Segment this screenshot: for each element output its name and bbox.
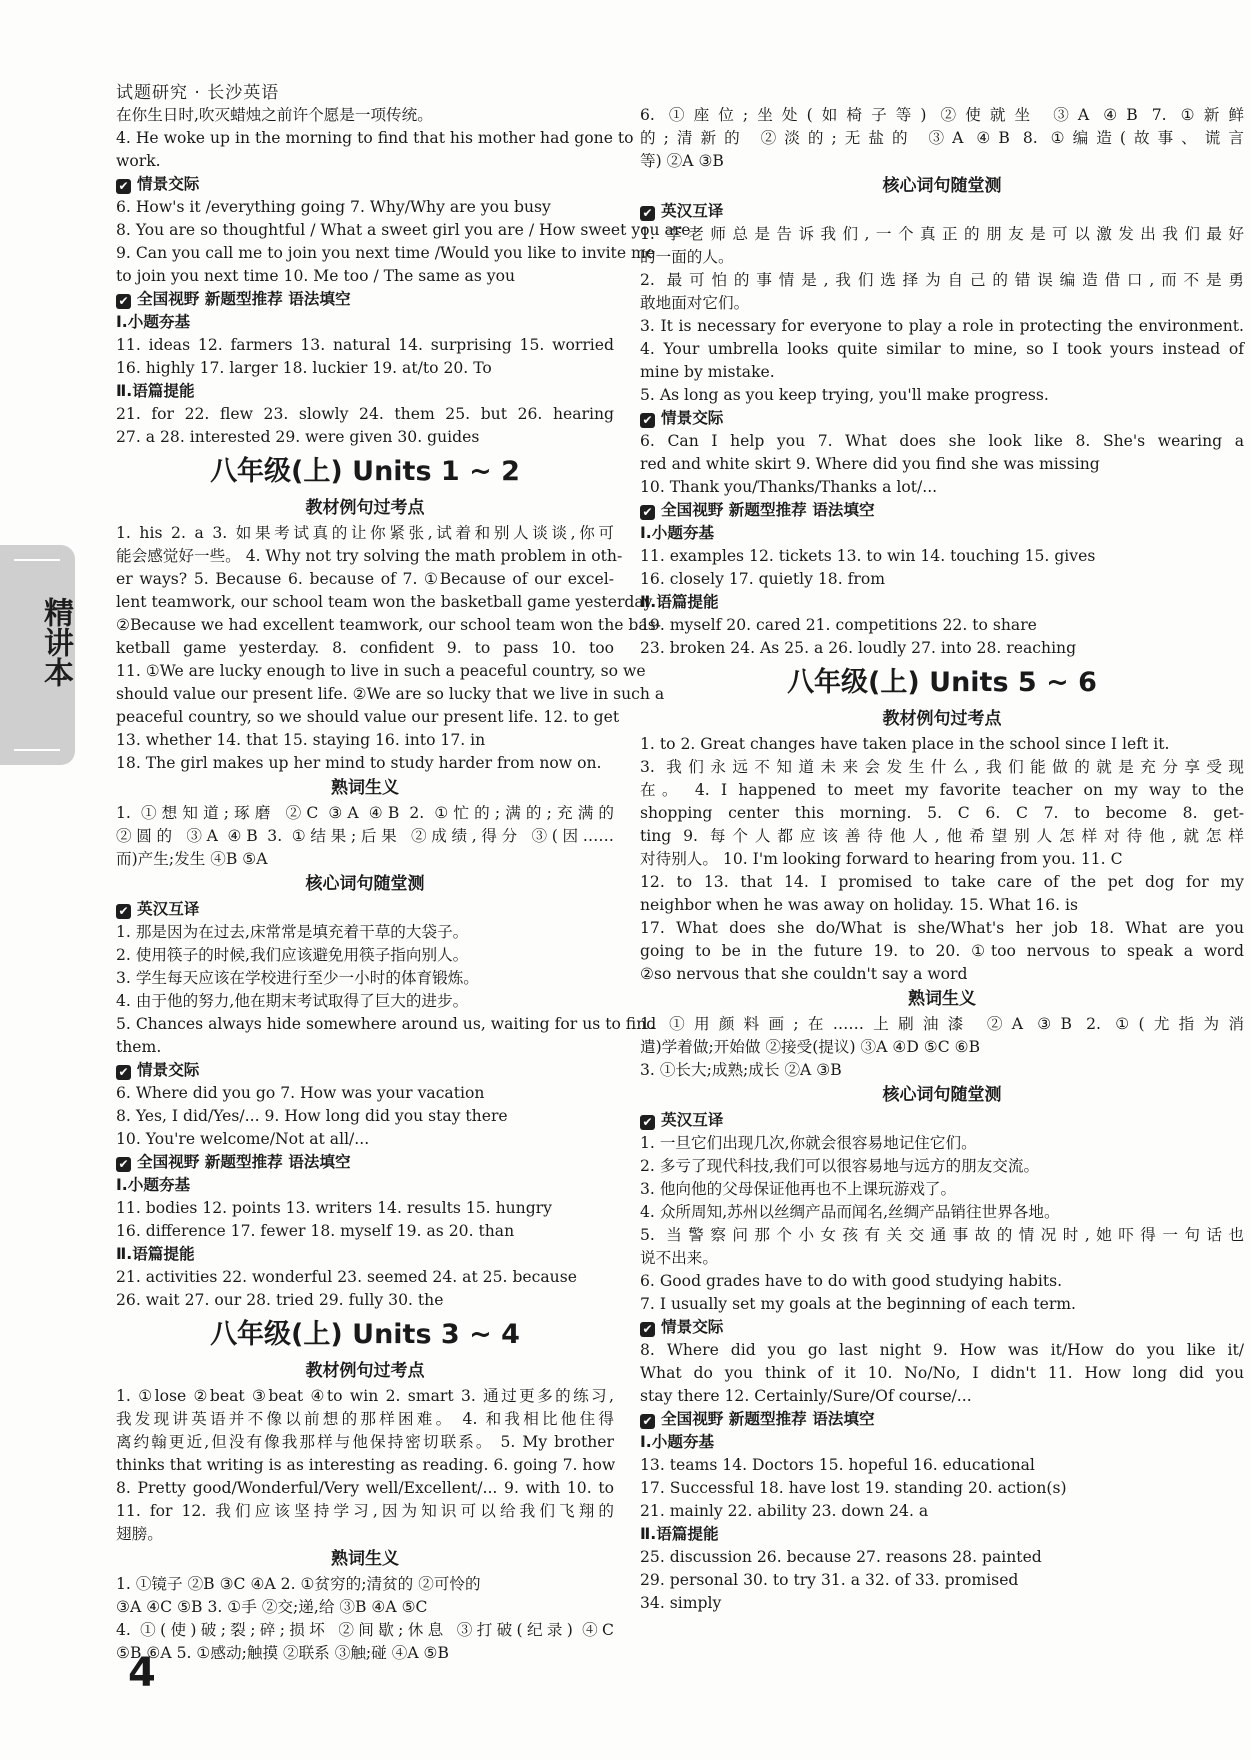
answer-line: 8. Yes, I did/Yes/... 9. How long did you stay there [116, 1107, 508, 1125]
tag-label: 全国视野 新题型推荐 语法填空 [137, 290, 351, 308]
subsection-heading: Ⅱ.语篇提能 [640, 593, 719, 611]
answer-line: 16. closely 17. quietly 18. from [640, 570, 886, 588]
answer-line: 16. highly 17. larger 18. luckier 19. at/to 20. To [116, 359, 492, 377]
tag-label: 情景交际 [137, 175, 200, 193]
subsection-heading: Ⅰ.小题夯基 [640, 524, 715, 542]
answer-line: ②so nervous that she couldn't say a word [640, 965, 968, 983]
answer-line: 在。 4. I happened to meet my favorite teacher on my way to the [640, 781, 1244, 799]
answer-line: 2. 多亏了现代科技,我们可以很容易地与远方的朋友交流。 [640, 1157, 1040, 1175]
answer-line: 1. to 2. Great changes have taken place in the school since I left it. [640, 735, 1170, 753]
check-icon: ✔ [640, 505, 655, 520]
answer-line: ③A ④C ⑤B 3. ①手 ②交;递,给 ③B ④A ⑤C [116, 1598, 428, 1616]
answer-line: 1. ①镜子 ②B ③C ④A 2. ①贫穷的;清贫的 ②可怜的 [116, 1575, 481, 1593]
section-heading: 核心词句随堂测 [882, 176, 1002, 196]
tag-heading [116, 898, 614, 921]
answer-line: 1. ①lose ②beat ③beat ④to win 2. smart 3. 通过更多的练习, [116, 1387, 614, 1405]
answer-line: 2. 最可怕的事情是,我们选择为自己的错误编造借口,而不是勇 [640, 271, 1244, 289]
answer-line: 1. 一旦它们出现几次,你就会很容易地记住它们。 [640, 1134, 977, 1152]
answer-line: 4. ①(使)破;裂;碎;损坏 ②间歇;休息 ③打破(纪录) ④C [116, 1621, 614, 1639]
check-icon: ✔ [116, 294, 131, 309]
answer-line: 说不出来。 [640, 1249, 718, 1267]
answer-line: 27. a 28. interested 29. were given 30. guides [116, 428, 480, 446]
subsection-heading: Ⅱ.语篇提能 [640, 1525, 719, 1543]
answer-line: 25. discussion 26. because 27. reasons 28. painted [640, 1548, 1042, 1566]
answer-line: 5. Chances always hide somewhere around us, waiting for us to find [116, 1015, 657, 1033]
answer-line: 敢地面对它们。 [640, 294, 750, 312]
subsection-heading: Ⅱ.语篇提能 [116, 1245, 195, 1263]
tag-heading [640, 1109, 1244, 1132]
check-icon: ✔ [640, 413, 655, 428]
answer-line: going to be in the future 19. to 20. ①too nervous to speak a word [640, 942, 1244, 960]
answer-line: 12. to 13. that 14. I promised to take care of the pet dog for my [640, 873, 1244, 891]
bracket-top-decoration [14, 559, 60, 575]
tag-label: 情景交际 [661, 409, 724, 427]
answer-line: 11. bodies 12. points 13. writers 14. results 15. hungry [116, 1199, 552, 1217]
answer-line: 3. 学生每天应该在学校进行至少一小时的体育锻炼。 [116, 969, 479, 987]
tag-heading [116, 173, 614, 196]
answer-line: 6. How's it /everything going 7. Why/Why are you busy [116, 198, 551, 216]
answer-line: 13. teams 14. Doctors 15. hopeful 16. educational [640, 1456, 1035, 1474]
answer-line: 21. for 22. flew 23. slowly 24. them 25. but 26. hearing [116, 405, 614, 423]
answer-line: 1. ①想知道;琢磨 ②C ③A ④B 2. ①忙的;满的;充满的 [116, 804, 614, 822]
tag-label: 全国视野 新题型推荐 语法填空 [137, 1153, 351, 1171]
check-icon: ✔ [116, 904, 131, 919]
answer-line: 21. activities 22. wonderful 23. seemed 24. at 25. because [116, 1268, 577, 1286]
answer-line: 17. What does she do/What is she/What's her job 18. What are you [640, 919, 1244, 937]
check-icon: ✔ [116, 179, 131, 194]
answer-line: What do you think of it 10. No/No, I didn't 11. How long did you [640, 1364, 1244, 1382]
answer-line: 1. 那是因为在过去,床常常是填充着干草的大袋子。 [116, 923, 469, 941]
subsection-heading: Ⅰ.小题夯基 [116, 1176, 191, 1194]
answer-line: peaceful country, so we should value our present life. 12. to get [116, 708, 620, 726]
answer-line: to join you next time 10. Me too / The same as you [116, 267, 516, 285]
answer-line: er ways? 5. Because 6. because of 7. ①Because of our excel- [116, 570, 614, 588]
section-heading: 教材例句过考点 [305, 498, 425, 518]
answer-line: 11. examples 12. tickets 13. to win 14. touching 15. gives [640, 547, 1096, 565]
answer-line: 3. 他向他的父母保证他再也不上课玩游戏了。 [640, 1180, 957, 1198]
answer-line: 8. Where did you go last night 9. How was it/How do you like it/ [640, 1341, 1244, 1359]
answer-line: 11. ①We are lucky enough to live in such a peaceful country, so we [116, 662, 646, 680]
answer-line: 对待别人。 10. I'm looking forward to hearing from you. 11. C [640, 850, 1123, 868]
answer-line: 遣)学着做;开始做 ②接受(提议) ③A ④D ⑤C ⑥B [640, 1038, 981, 1056]
answer-line: 4. He woke up in the morning to find that his mother had gone to [116, 129, 634, 147]
unit-title: 八年级(上) Units 5 ~ 6 [787, 667, 1097, 698]
answer-line: stay there 12. Certainly/Sure/Of course/... [640, 1387, 972, 1405]
answer-line: 6. Can I help you 7. What does she look like 8. She's wearing a [640, 432, 1244, 450]
answer-line: 等) ②A ③B [640, 152, 724, 170]
answer-line: shopping center this morning. 5. C 6. C 7. to become 8. get- [640, 804, 1244, 822]
side-tab [0, 545, 75, 765]
answer-line: 10. Thank you/Thanks/Thanks a lot/... [640, 478, 938, 496]
answer-line: 6. Where did you go 7. How was your vacation [116, 1084, 485, 1102]
answer-line: 8. You are so thoughtful / What a sweet girl you are / How sweet you are [116, 221, 691, 239]
tag-heading [116, 288, 614, 311]
answer-line: 18. The girl makes up her mind to study harder from now on. [116, 754, 602, 772]
answer-line: 8. Pretty good/Wonderful/Very well/Excellent/... 9. with 10. to [116, 1479, 614, 1497]
check-icon: ✔ [640, 206, 655, 221]
tag-heading [640, 407, 1244, 430]
section-heading: 核心词句随堂测 [882, 1085, 1002, 1105]
answer-line: ting 9. 每个人都应该善待他人,他希望别人怎样对待他,就怎样 [640, 827, 1244, 845]
answer-line: should value our present life. ②We are so lucky that we live in such a [116, 685, 665, 703]
answer-line: 翅膀。 [116, 1525, 163, 1543]
answer-line: 的一面的人。 [640, 248, 734, 266]
answer-line: 4. Your umbrella looks quite similar to mine, so I took yours instead of [640, 340, 1244, 358]
answer-line: 能会感觉好一些。 4. Why not try solving the math problem in oth- [116, 547, 623, 565]
tag-label: 全国视野 新题型推荐 语法填空 [661, 501, 875, 519]
answer-line: 在你生日时,吹灭蜡烛之前许个愿是一项传统。 [116, 106, 433, 124]
answer-line: 29. personal 30. to try 31. a 32. of 33. promised [640, 1571, 1019, 1589]
answer-line: mine by mistake. [640, 363, 775, 381]
tag-label: 英汉互译 [661, 202, 724, 220]
section-heading: 核心词句随堂测 [305, 874, 425, 894]
section-heading: 教材例句过考点 [305, 1361, 425, 1381]
answer-line: red and white skirt 9. Where did you find she was missing [640, 455, 1100, 473]
answer-line: 4. 由于他的努力,他在期末考试取得了巨大的进步。 [116, 992, 469, 1010]
subsection-heading: Ⅱ.语篇提能 [116, 382, 195, 400]
check-icon: ✔ [640, 1414, 655, 1429]
answer-line: 23. broken 24. As 25. a 26. loudly 27. into 28. reaching [640, 639, 1077, 657]
answer-line: ②圆的 ③A ④B 3. ①结果;后果 ②成绩,得分 ③(因…… [116, 827, 614, 845]
tag-heading [116, 1059, 614, 1082]
answer-line: neighbor when he was away on holiday. 15. What 16. is [640, 896, 1079, 914]
answer-line: 而)产生;发生 ④B ⑤A [116, 850, 268, 868]
section-heading: 熟词生义 [908, 989, 976, 1009]
right-column [640, 104, 1244, 1615]
answer-line: 34. simply [640, 1594, 722, 1612]
tag-label: 英汉互译 [137, 900, 200, 918]
answer-line: lent teamwork, our school team won the basketball game yesterday. [116, 593, 656, 611]
answer-line: 3. It is necessary for everyone to play a role in protecting the environment. [640, 317, 1244, 335]
check-icon: ✔ [116, 1065, 131, 1080]
answer-line: 离约翰更近,但没有像我那样与他保持密切联系。 5. My brother [116, 1433, 614, 1451]
tag-label: 情景交际 [661, 1318, 724, 1336]
tag-heading [640, 499, 1244, 522]
answer-line: 17. Successful 18. have lost 19. standing 20. action(s) [640, 1479, 1067, 1497]
answer-line: ketball game yesterday. 8. confident 9. to pass 10. too [116, 639, 614, 657]
side-tab-label: 精讲本 [38, 597, 73, 687]
section-heading: 熟词生义 [331, 778, 399, 798]
answer-line: 6. Good grades have to do with good studying habits. [640, 1272, 1063, 1290]
answer-line: 13. whether 14. that 15. staying 16. into 17. in [116, 731, 486, 749]
subsection-heading: Ⅰ.小题夯基 [116, 313, 191, 331]
check-icon: ✔ [640, 1322, 655, 1337]
answer-line: 11. for 12. 我们应该坚持学习,因为知识可以给我们飞翔的 [116, 1502, 614, 1520]
answer-line: 7. I usually set my goals at the beginning of each term. [640, 1295, 1077, 1313]
answer-line: 10. You're welcome/Not at all/... [116, 1130, 370, 1148]
answer-line: 11. ideas 12. farmers 13. natural 14. surprising 15. worried [116, 336, 614, 354]
answer-line: 21. mainly 22. ability 23. down 24. a [640, 1502, 929, 1520]
running-header: 试题研究 · 长沙英语 [116, 83, 280, 103]
section-heading: 教材例句过考点 [882, 709, 1002, 729]
answer-line: ⑤B ⑥A 5. ①感动;触摸 ②联系 ③触;碰 ④A ⑤B [116, 1644, 449, 1662]
bracket-bottom-decoration [14, 735, 60, 751]
answer-line: 5. As long as you keep trying, you'll make progress. [640, 386, 1049, 404]
tag-label: 全国视野 新题型推荐 语法填空 [661, 1410, 875, 1428]
tag-heading [116, 1151, 614, 1174]
answer-line: 的;清新的 ②淡的;无盐的 ③A ④B 8. ①编造(故事、谎言 [640, 129, 1244, 147]
unit-title: 八年级(上) Units 1 ~ 2 [210, 456, 520, 487]
check-icon: ✔ [116, 1157, 131, 1172]
answer-line: 6. ①座位;坐处(如椅子等) ②使就坐 ③A ④B 7. ①新鲜 [640, 106, 1244, 124]
page-number: 4 [128, 1650, 156, 1696]
subsection-heading: Ⅰ.小题夯基 [640, 1433, 715, 1451]
tag-heading [640, 1408, 1244, 1431]
answer-line: 我发现讲英语并不像以前想的那样困难。 4. 和我相比他住得 [116, 1410, 614, 1428]
answer-line: work. [116, 152, 161, 170]
unit-title: 八年级(上) Units 3 ~ 4 [210, 1319, 520, 1350]
answer-line: ②Because we had excellent teamwork, our school team won the bas- [116, 616, 661, 634]
tag-heading [640, 200, 1244, 223]
tag-label: 情景交际 [137, 1061, 200, 1079]
answer-line: 4. 众所周知,苏州以丝绸产品而闻名,丝绸产品销往世界各地。 [640, 1203, 1060, 1221]
answer-line: 3. 我们永远不知道未来会发生什么,我们能做的就是充分享受现 [640, 758, 1244, 776]
answer-line: 1. ①用颜料画;在……上刷油漆 ②A ③B 2. ①(尤指为消 [640, 1015, 1244, 1033]
answer-line: 26. wait 27. our 28. tried 29. fully 30. the [116, 1291, 444, 1309]
check-icon: ✔ [640, 1115, 655, 1130]
answer-line: 16. difference 17. fewer 18. myself 19. as 20. than [116, 1222, 515, 1240]
answer-line: 19. myself 20. cared 21. competitions 22. to share [640, 616, 1037, 634]
answer-line: 9. Can you call me to join you next time /Would you like to invite me [116, 244, 656, 262]
answer-line: 1. his 2. a 3. 如果考试真的让你紧张,试着和别人谈谈,你可 [116, 524, 614, 542]
answer-line: 5. 当警察问那个小女孩有关交通事故的情况时,她吓得一句话也 [640, 1226, 1244, 1244]
answer-line: 3. ①长大;成熟;成长 ②A ③B [640, 1061, 842, 1079]
tag-heading [640, 1316, 1244, 1339]
answer-line: 2. 使用筷子的时候,我们应该避免用筷子指向别人。 [116, 946, 469, 964]
tag-label: 英汉互译 [661, 1111, 724, 1129]
section-heading: 熟词生义 [331, 1549, 399, 1569]
answer-line: 1. 李老师总是告诉我们,一个真正的朋友是可以激发出我们最好 [640, 225, 1244, 243]
answer-line: thinks that writing is as interesting as reading. 6. going 7. how [116, 1456, 616, 1474]
answer-line: them. [116, 1038, 162, 1056]
